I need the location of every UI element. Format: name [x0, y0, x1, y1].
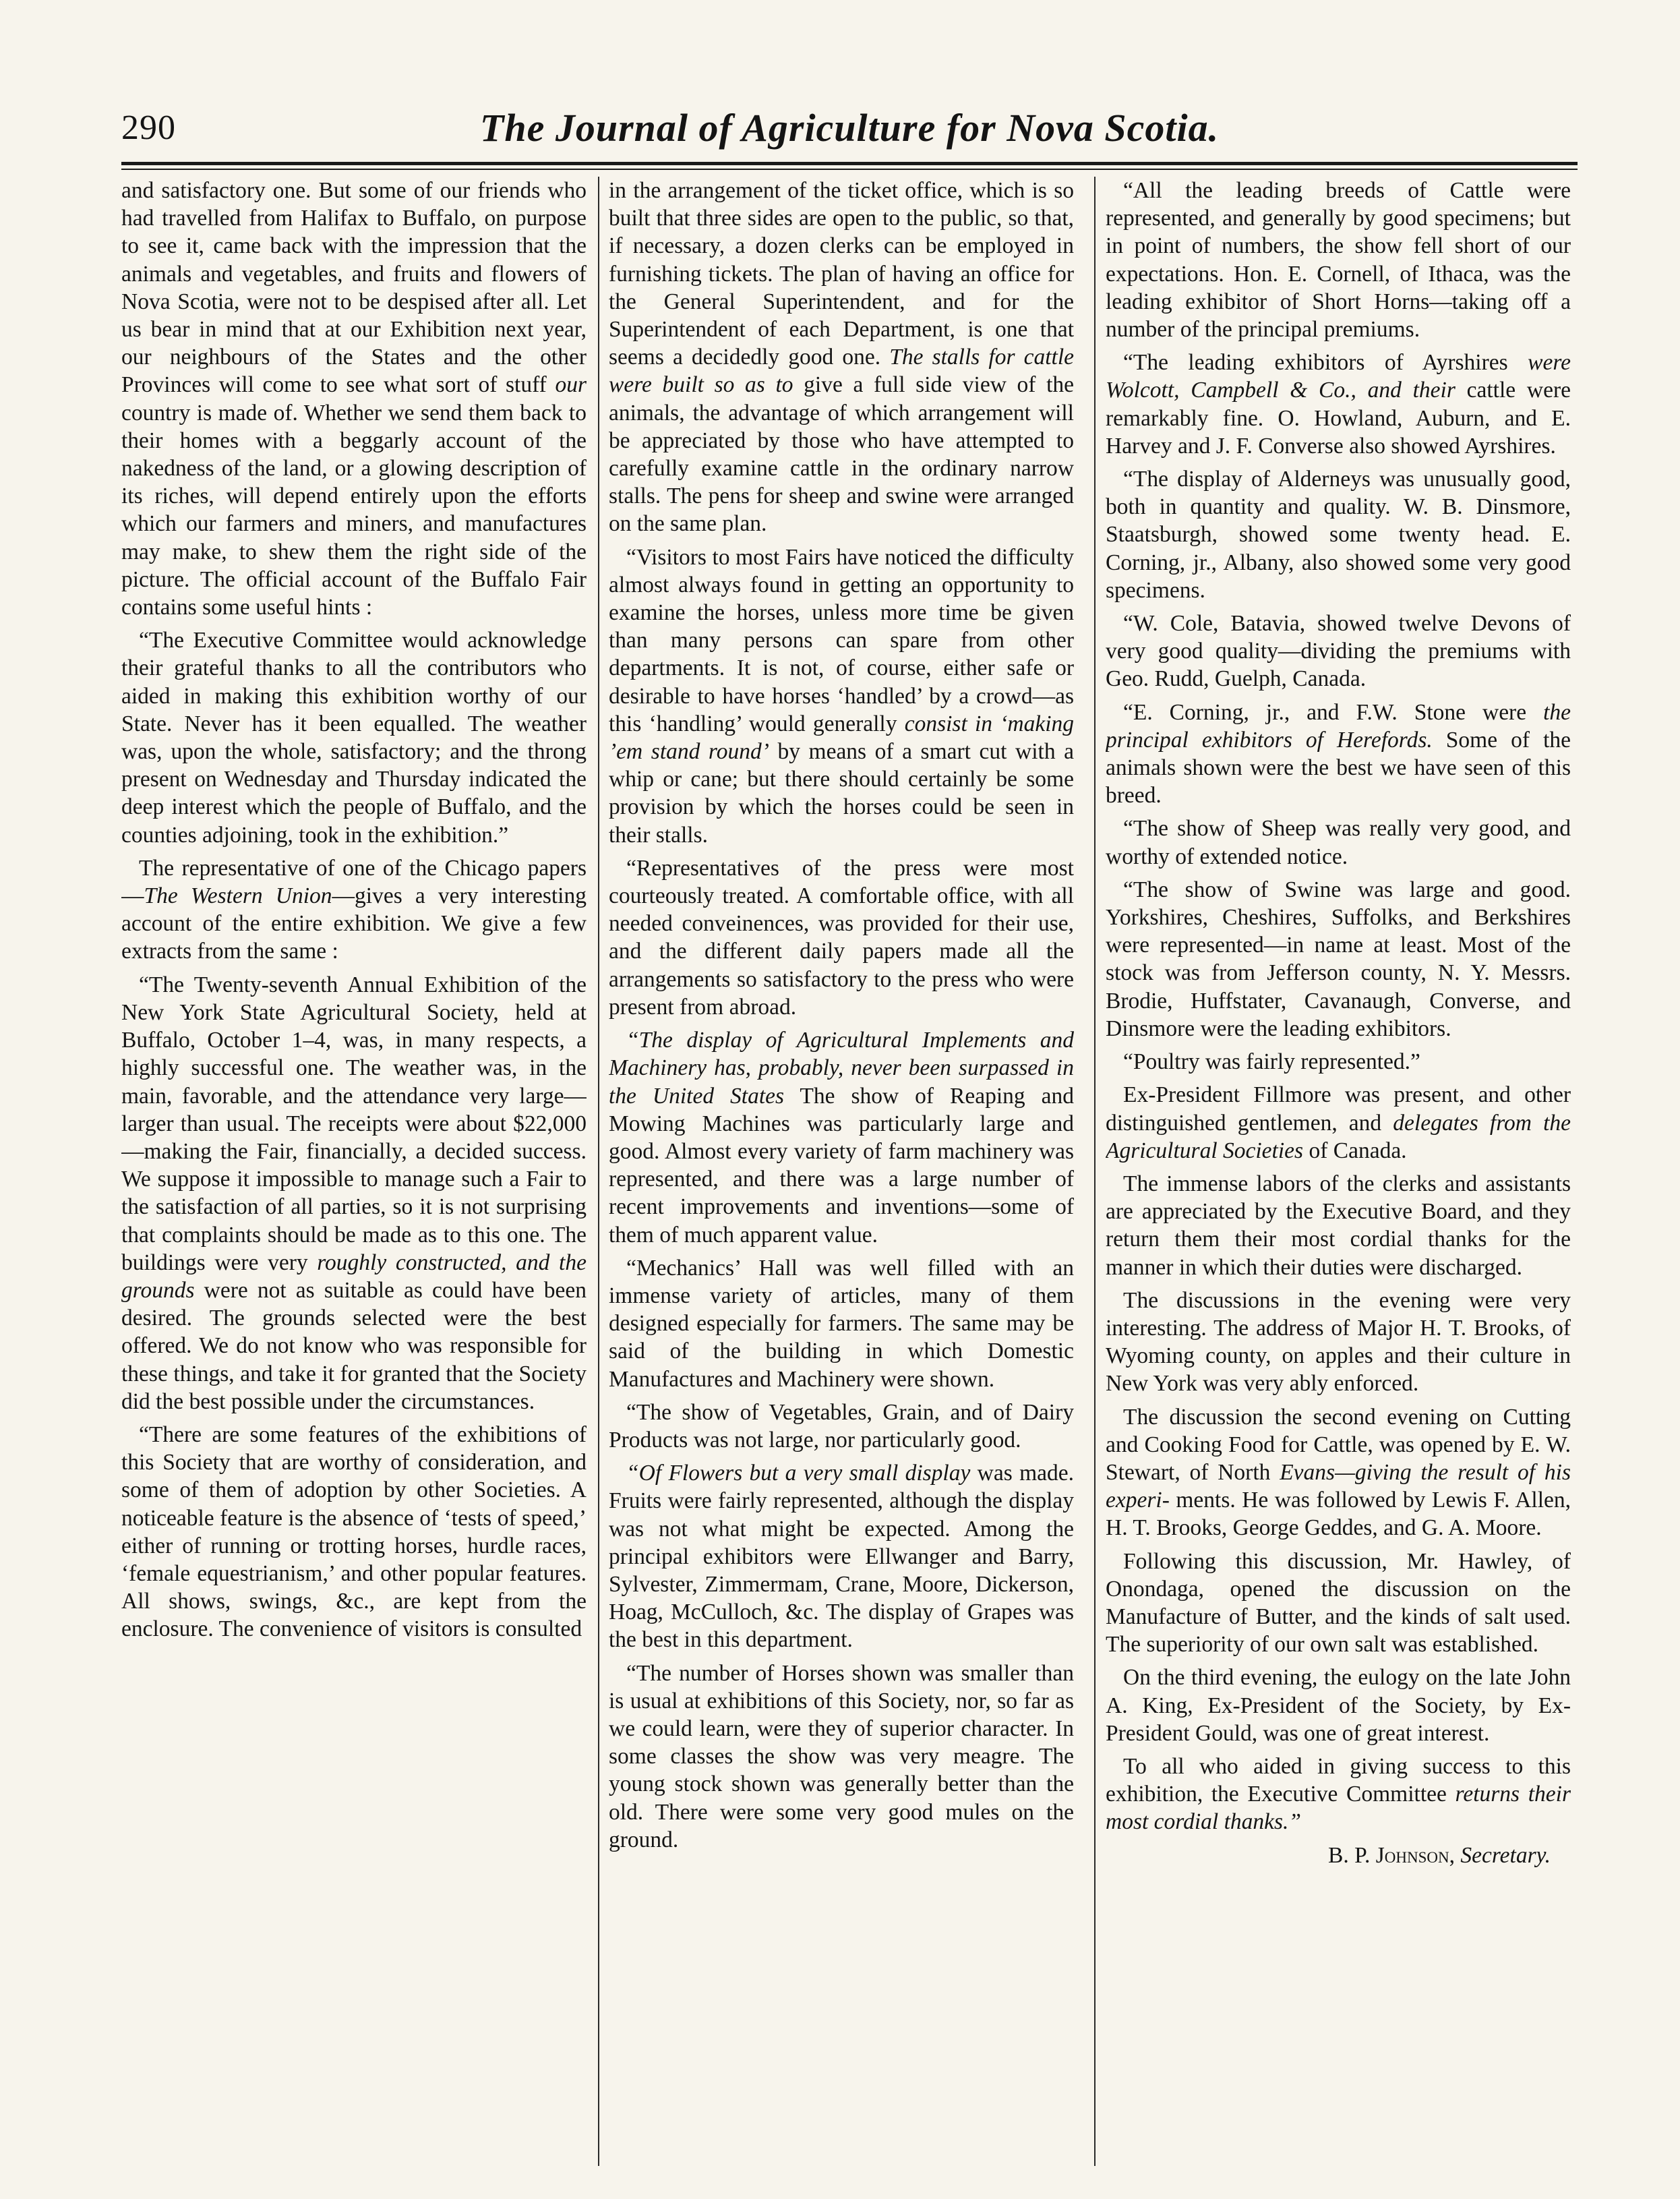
column-divider — [598, 177, 599, 2166]
paragraph: “Of Flowers but a very small display was made. Fruits were fairly represented, although the display was not what might be expected. Among the principal exhibitors were Ellwanger and Barry, Sylvester, Zimmermam, Crane, Moore, Dickerson, Hoag, McCulloch, &c. The display of Grapes was the best in this department. — [609, 1461, 1074, 1653]
paragraph: and satisfactory one. But some of our friends who had travelled from Halifax to Buffalo, on purpose to see it, came back with the impression that the animals and vegetables, and fruits and flowers of Nova Scotia, were not to be despised after all. Let us bear in mind that at our Exhibition next year, our neighbours of the States and the other Provinces will come to see what sort of stuff our country is made of. Whether we send them back to their homes with a beggarly account of the nakedness of the land, or a glowing description of its riches, will depend entirely upon the efforts which our farmers and miners, and manufactures may make, to shew them the right side of the picture. The official account of the Buffalo Fair contains some useful hints : — [121, 178, 587, 620]
signature — [1106, 1842, 1571, 1869]
page-number: 290 — [121, 109, 176, 147]
paragraph: “The number of Horses shown was smaller than is usual at exhibitions of this Society, nor, so far as we could learn, were they of superior character. In some classes the show was very meagre. The young stock shown was generally better than the old. There were some very good mules on the ground. — [609, 1660, 1074, 1852]
paragraph: “Mechanics’ Hall was well filled with an immense variety of articles, many of them designed especially for farmers. The same may be said of the building in which Domestic Manufactures and Machinery were shown. — [609, 1255, 1074, 1392]
paragraph: “The show of Sheep was really very good, and worthy of extended notice. — [1106, 816, 1571, 869]
paragraph: The representative of one of the Chicago papers—The Western Union—gives a very interesting account of the entire exhibition. We give a few extracts from the same : — [121, 855, 587, 964]
paragraph: “All the leading breeds of Cattle were represented, and generally by good specimens; but in point of numbers, the show fell short of our expectations. Hon. E. Cornell, of Ithaca, was the leading exhibitor of Short Horns—taking off a number of the principal premiums. — [1106, 178, 1571, 343]
paragraph: “The show of Vegetables, Grain, and of Dairy Products was not large, nor particularly good. — [609, 1399, 1074, 1453]
column-middle — [609, 177, 1074, 2166]
header-rule-thin — [121, 169, 1578, 170]
paragraph: “Poultry was fairly represented.” — [1123, 1049, 1420, 1075]
signature-title: Secretary. — [1460, 1842, 1551, 1868]
paragraph: “The leading exhibitors of Ayrshires were Wolcott, Campbell & Co., and their cattle were remarkably fine. O. Howland, Auburn, and E. Harvey and J. F. Converse also showed Ayrshires. — [1106, 350, 1571, 459]
paragraph: “The Twenty-seventh Annual Exhibition of the New York State Agricultural Society, held at Buffalo, October 1–4, was, in many respects, a highly successful one. The weather was, in the main, favorable, and the attendance very large—larger than usual. The receipts were about $22,000—making the Fair, financially, a decided success. We suppose it impossible to manage such a Fair to the satisfaction of all parties, so it is not surprising that complaints should be made as to this one. The buildings were very roughly constructed, and the grounds were not as suitable as could have been desired. The grounds selected were the best offered. We do not know who was responsible for these things, and take it for granted that the Society did the best possible under the circumstances. — [121, 972, 587, 1414]
paragraph: “Visitors to most Fairs have noticed the difficulty almost always found in getting an opportunity to examine the horses, unless more time be given than many persons can spare from other departments. It is not, of course, either safe or desirable to have horses ‘handled’ by a crowd—as this ‘handling’ would generally consist in ‘making ’em stand round’ by means of a smart cut with a whip or cane; but there should certainly be some provision by which the horses could be seen in their stalls. — [609, 544, 1074, 848]
signature-name: B. P. Johnson, — [1327, 1842, 1455, 1868]
header-rule-thick — [121, 162, 1578, 165]
page-header — [121, 101, 1578, 163]
paragraph: “Representatives of the press were most courteously treated. A comfortable office, with all needed conveinences, was provided for their use, and the different daily papers made all the arrangements so satisfactory to the press who were present from abroad. — [609, 855, 1074, 1020]
column-left — [121, 177, 587, 2166]
column-right — [1106, 177, 1571, 2166]
paragraph: “E. Corning, jr., and F.W. Stone were the principal exhibitors of Herefords. Some of the animals shown were the best we have seen of this breed. — [1106, 699, 1571, 809]
paragraph: “The display of Alderneys was unusually good, both in quantity and quality. W. B. Dinsmore, Staatsburgh, showed some twenty head. E. Corning, jr., Albany, also showed some very good specimens. — [1106, 467, 1571, 603]
paragraph: The discussions in the evening were very interesting. The address of Major H. T. Brooks, of Wyoming county, on apples and their culture in New York was very ably enforced. — [1106, 1287, 1571, 1397]
paragraph: On the third evening, the eulogy on the late John A. King, Ex-President of the Society, by Ex-President Gould, was one of great interest. — [1106, 1665, 1571, 1746]
paragraph: “The show of Swine was large and good. Yorkshires, Cheshires, Suffolks, and Berkshires were represented—in name at least. Most of the stock was from Jefferson county, N. Y. Messrs. Brodie, Huffstater, Cavanaugh, Converse, and Dinsmore were the leading exhibitors. — [1106, 877, 1571, 1041]
paragraph: Following this discussion, Mr. Hawley, of Onondaga, opened the discussion on the Manufacture of Butter, and the kinds of salt used. The superiority of our own salt was established. — [1106, 1548, 1571, 1658]
paragraph: The immense labors of the clerks and assistants are appreciated by the Executive Board, and they return them their most cordial thanks for the manner in which their duties were discharged. — [1106, 1171, 1571, 1280]
paragraph: Ex-President Fillmore was present, and other distinguished gentlemen, and delegates from the Agricultural Societies of Canada. — [1106, 1082, 1571, 1163]
paragraph: The discussion the second evening on Cutting and Cooking Food for Cattle, was opened by E. W. Stewart, of North Evans—giving the result of his experi- ments. He was followed by Lewis F. Allen, H. T. Brooks, George Geddes, and G. A. Moore. — [1106, 1404, 1571, 1541]
paragraph: “The display of Agricultural Implements and Machinery has, probably, never been surpassed in the United States The show of Reaping and Mowing Machines was particularly large and good. Almost every variety of farm machinery was represented, and there was a large number of recent improvements and inventions—some of them of much apparent value. — [609, 1028, 1074, 1248]
running-title: The Journal of Agriculture for Nova Scotia. — [479, 106, 1220, 150]
paragraph: “The Executive Committee would acknowledge their grateful thanks to all the contributors who aided in making this exhibition worthy of our State. Never has it been equalled. The weather was, upon the whole, satisfactory; and the throng present on Wednesday and Thursday indicated the deep interest which the people of Buffalo, and the counties adjoining, took in the exhibition.” — [121, 628, 587, 848]
paragraph: To all who aided in giving success to this exhibition, the Executive Committee returns their most cordial thanks.” — [1106, 1753, 1571, 1835]
paragraph: in the arrangement of the ticket office, which is so built that three sides are open to the public, so that, if necessary, a dozen clerks can be employed in furnishing tickets. The plan of having an office for the General Superintendent, and for the Superintendent of each Department, is one that seems a decidedly good one. The stalls for cattle were built so as to give a full side view of the animals, the advantage of which arrangement will be appreciated by those who have attempted to carefully examine cattle in the ordinary narrow stalls. The pens for sheep and swine were arranged on the same plan. — [609, 178, 1074, 537]
column-divider — [1094, 177, 1096, 2166]
paragraph: “There are some features of the exhibitions of this Society that are worthy of consideration, and some of them of adoption by other Societies. A noticeable feature is the absence of ‘tests of speed,’ either of running or trotting horses, hurdle races, ‘female equestrianism,’ and other popular features. All shows, swings, &c., are kept from the enclosure. The convenience of visitors is consulted — [121, 1421, 587, 1642]
paragraph: “W. Cole, Batavia, showed twelve Devons of very good quality—dividing the premiums with Geo. Rudd, Guelph, Canada. — [1106, 611, 1571, 692]
